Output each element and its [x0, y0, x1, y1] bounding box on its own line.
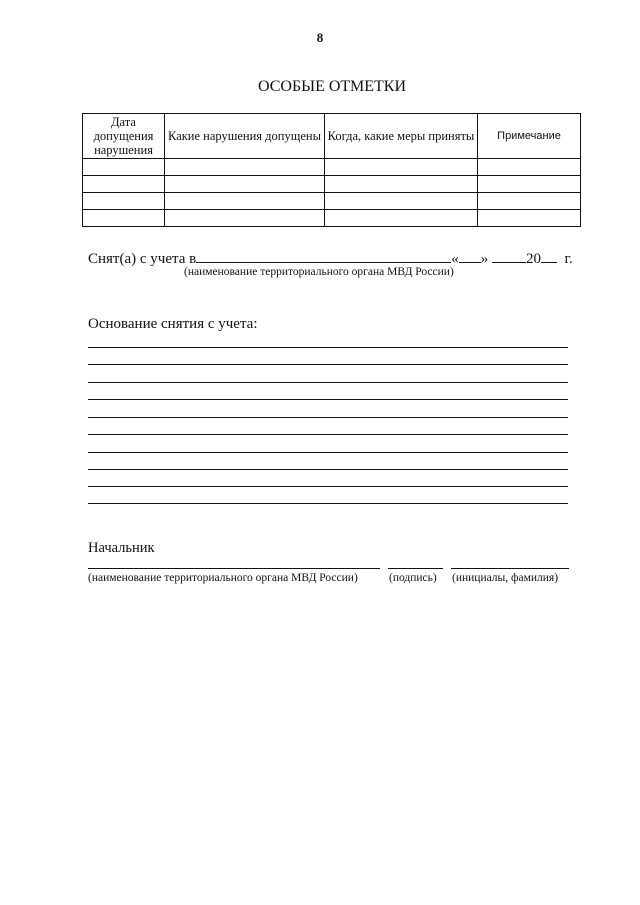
basis-line[interactable]: [88, 469, 568, 470]
table-row: [83, 159, 581, 176]
table-row: [83, 176, 581, 193]
table-cell[interactable]: [325, 159, 478, 176]
table-cell[interactable]: [165, 176, 325, 193]
header-violations: Какие нарушения допущены: [165, 114, 325, 159]
table-row: [83, 210, 581, 227]
header-note: Примечание: [478, 114, 581, 159]
table-cell[interactable]: [478, 176, 581, 193]
signature-field[interactable]: [388, 568, 443, 569]
basis-line[interactable]: [88, 347, 568, 348]
chief-label: Начальник: [88, 540, 155, 556]
table-row: [83, 193, 581, 210]
header-violation-date: Дата допущения нарушения: [83, 114, 165, 159]
header-measures: Когда, какие меры приняты: [325, 114, 478, 159]
territorial-body-caption: (наименование территориального органа МВД России): [184, 266, 454, 278]
basis-line[interactable]: [88, 364, 568, 365]
chief-org-field[interactable]: [88, 568, 380, 569]
table-cell[interactable]: [83, 159, 165, 176]
table-cell[interactable]: [165, 193, 325, 210]
basis-line[interactable]: [88, 434, 568, 435]
basis-line[interactable]: [88, 417, 568, 418]
table-cell[interactable]: [165, 159, 325, 176]
basis-line[interactable]: [88, 399, 568, 400]
quote-close: »: [480, 251, 489, 267]
table-cell[interactable]: [83, 193, 165, 210]
name-field[interactable]: [451, 568, 569, 569]
basis-line[interactable]: [88, 382, 568, 383]
table-cell[interactable]: [478, 159, 581, 176]
year-field[interactable]: [541, 247, 557, 263]
name-caption: (инициалы, фамилия): [452, 572, 559, 584]
table-cell[interactable]: [83, 176, 165, 193]
quote-open: «: [451, 251, 459, 267]
table-cell[interactable]: [83, 210, 165, 227]
table-cell[interactable]: [478, 210, 581, 227]
day-field[interactable]: [459, 247, 481, 263]
year-prefix: 20: [525, 251, 541, 267]
year-suffix: г.: [564, 251, 573, 267]
table-cell[interactable]: [165, 210, 325, 227]
basis-label: Основание снятия с учета:: [88, 316, 258, 332]
chief-org-caption: (наименование территориального органа МВД России): [88, 572, 358, 584]
section-title: ОСОБЫЕ ОТМЕТКИ: [257, 78, 406, 95]
deregistration-line: [88, 247, 573, 268]
table-cell[interactable]: [478, 193, 581, 210]
basis-line[interactable]: [88, 486, 568, 487]
month-field[interactable]: [492, 247, 526, 263]
basis-line[interactable]: [88, 503, 568, 504]
signature-caption: (подпись): [389, 572, 437, 584]
table-header-row: [83, 114, 581, 159]
table-cell[interactable]: [325, 176, 478, 193]
table-cell[interactable]: [325, 210, 478, 227]
basis-line[interactable]: [88, 452, 568, 453]
territorial-body-field[interactable]: [196, 247, 451, 263]
table-cell[interactable]: [325, 193, 478, 210]
deregistration-label: Снят(а) с учета в: [88, 251, 197, 267]
special-marks-table: [82, 113, 581, 227]
page-number: 8: [316, 30, 324, 45]
